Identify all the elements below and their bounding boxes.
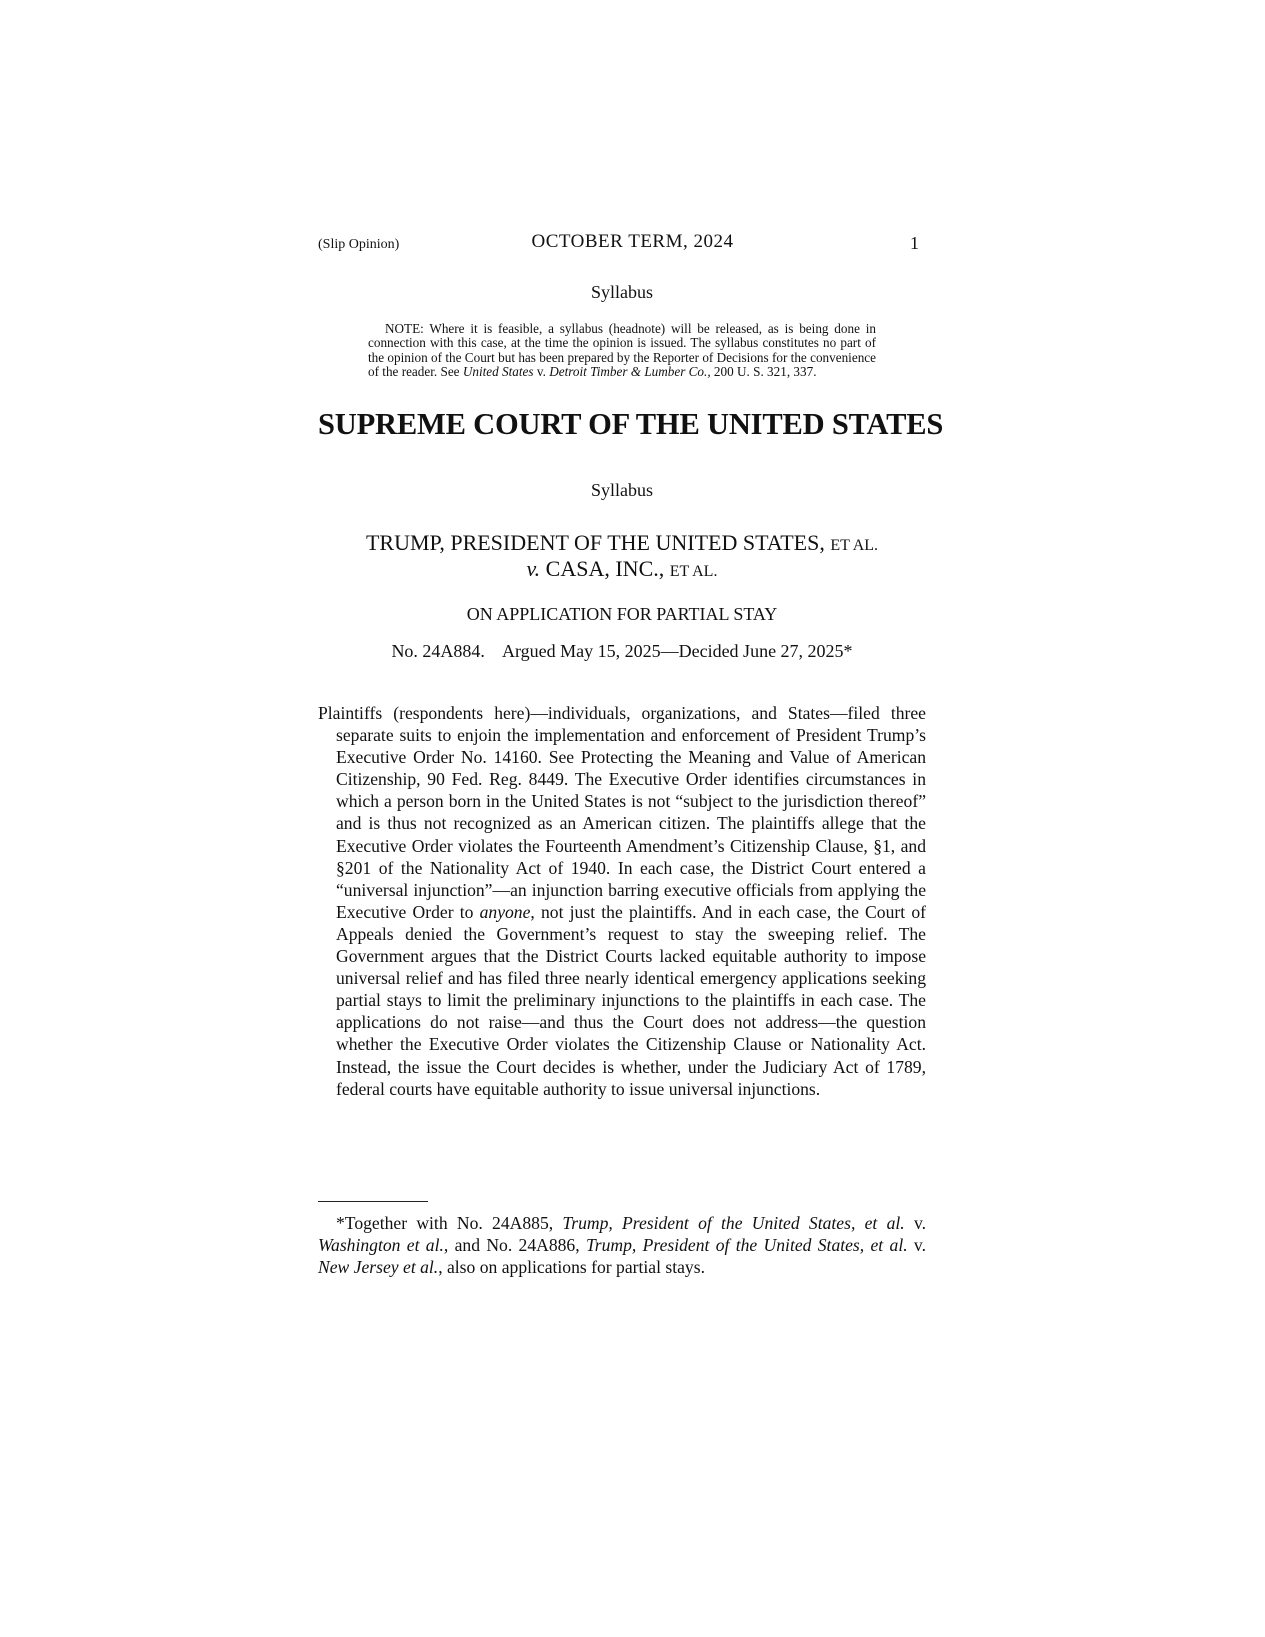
fn-case-2a: Trump, President of the United States, et al. (585, 1235, 908, 1256)
body-text-1: Plaintiffs (respondents here)—individuals, organizations, and States—filed three separate suits to enjoin the implementation and enforcement of President Trump’s Executive Order No. 14160. See Protecting the Meaning and Value of American Citizenship, 90 Fed. Reg. 8449. The Executive Order identifies circumstances in which a person born in the United States is not “subject to the jurisdiction thereof” and is thus not recognized as an American citizen. The plaintiffs allege that the Executive Order violates the Fourteenth Amendment’s Citizenship Clause, §1, and §201 of the Nationality Act of 1940. In each case, the District Court entered a “universal injunction”—an injunction barring executive officials from applying the Executive Order to (318, 703, 926, 922)
note-case-b: Detroit Timber & Lumber Co., (549, 363, 711, 379)
note-text: NOTE: Where it is feasible, a syllabus (headnote) will be released, as is being done in connection with this case, at the time the opinion is issued. The syllabus constitutes no part of the opinion of the Court but has been prepared by the Reporter of Decisions for the convenience of the reader. See (368, 321, 876, 379)
fn-case-2b: New Jersey et al. (318, 1257, 439, 1278)
case-caption-line2 (318, 556, 926, 582)
case-caption-line1 (318, 530, 926, 556)
reporter-note (368, 322, 876, 379)
page-number: 1 (910, 233, 919, 253)
fn-case-1a: Trump, President of the United States, et al. (562, 1213, 905, 1233)
fn-v-2: v. (907, 1235, 926, 1256)
footnote-divider (318, 1201, 428, 1202)
term-heading: OCTOBER TERM, 2024 (531, 231, 734, 252)
syllabus-paragraph (318, 702, 926, 1100)
caption-v: v. (526, 556, 541, 581)
fn-v-1: v. (904, 1213, 926, 1233)
note-case-a: United States (462, 363, 534, 379)
on-application-heading: ON APPLICATION FOR PARTIAL STAY (466, 604, 778, 624)
caption-et-al-2: ET AL. (669, 563, 718, 580)
footnote (318, 1212, 926, 1278)
fn-text-3: , also on applications for partial stays. (438, 1257, 705, 1278)
note-citation: 200 U. S. 321, 337. (710, 363, 817, 379)
caption-respondent: CASA, INC., (540, 556, 670, 581)
court-name: SUPREME COURT OF THE UNITED STATES (318, 407, 944, 441)
caption-petitioner: TRUMP, PRESIDENT OF THE UNITED STATES, (365, 530, 831, 555)
body-text-2: , not just the plaintiffs. And in each case, the Court of Appeals denied the Government’s request to stay the sweeping relief. The Government argues that the District Courts lacked equitable authority to impose universal relief and has filed three nearly identical emergency applications seeking partial stays to limit the preliminary injunctions to the plaintiffs in each case. The applications do not raise—and thus the Court does not address—the question whether the Executive Order violates the Citizenship Clause or Nationality Act. Instead, the issue the Court decides is whether, under the Judiciary Act of 1789, federal courts have equitable authority to issue universal injunctions. (336, 901, 926, 1099)
syllabus-label: Syllabus (590, 480, 653, 500)
syllabus-body (318, 702, 926, 1100)
body-emphasis: anyone (479, 901, 531, 922)
fn-text-1: *Together with No. 24A885, (336, 1213, 563, 1233)
docket-line: No. 24A884. Argued May 15, 2025—Decided June 27, 2025* (391, 641, 853, 661)
slip-opinion-label: (Slip Opinion) (318, 237, 400, 252)
syllabus-label-top: Syllabus (590, 282, 653, 302)
note-v: v. (533, 363, 550, 379)
fn-case-1b: Washington et al. (318, 1235, 444, 1256)
fn-text-2: , and No. 24A886, (443, 1235, 586, 1256)
caption-et-al-1: ET AL. (830, 537, 879, 554)
